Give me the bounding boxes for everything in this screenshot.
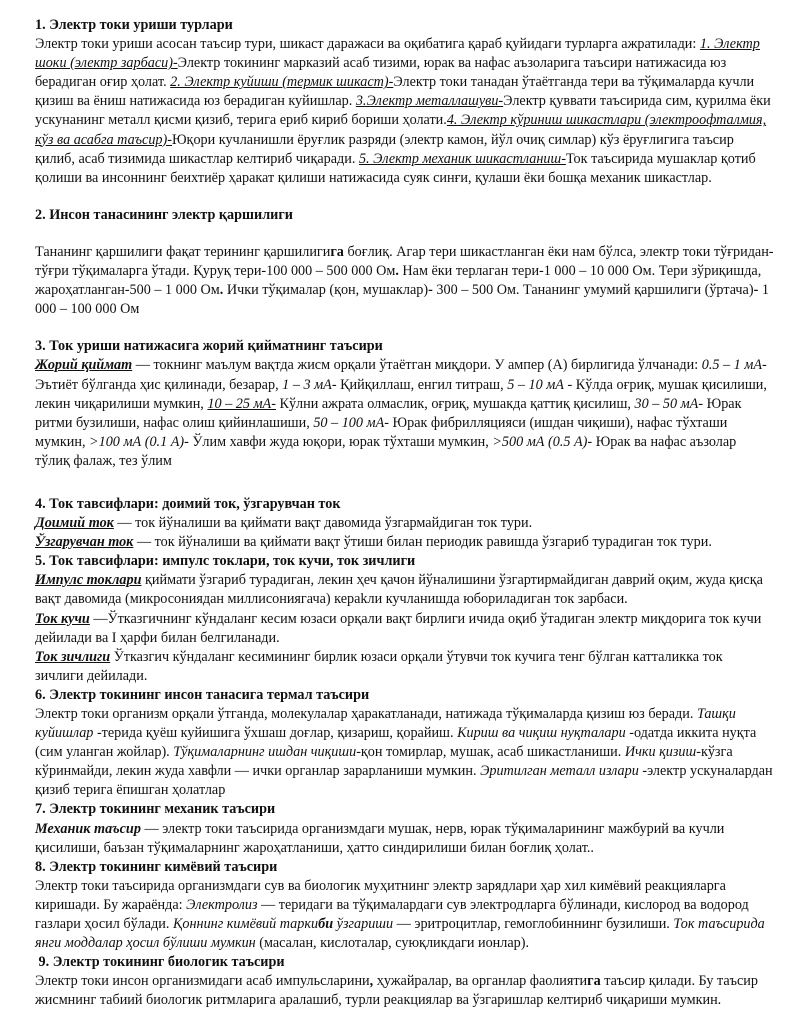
s8-text-1: Электр токи таъсирида организмдаги сув ва биологик муҳитнинг электр зарядлари ҳар хил кимёвий реакцияларга киришади. Бу жараёнда:	[35, 877, 726, 913]
s3-range-5: 30 – 50 мА-	[634, 395, 704, 412]
section-8-body	[35, 877, 774, 953]
section-7-heading: 7. Электр токининг механик таъсири	[35, 801, 276, 818]
s1-text-6: Ток таъсирида мушаклар қотиб қолиши ва инсоннинг беихтиёр ҳаракат қилиши натижасида суяк синғи, қулаши ёки бошқа механик шикастлар.	[35, 150, 756, 186]
s3-text-1: — токнинг маълум вақтда жисм орқали ўтаётган миқдори. У ампер (А) бирлигида ўлчанади:	[132, 357, 702, 374]
s1-text-1: Электр токи уриши асосан таъсир тури, шикаст даражаси ва оқибатига қараб қуйидаги турларга ажратилади:	[35, 36, 700, 53]
s8-text-2: — теридаги ва тўқималардаги сув электродларга бўлинади, кислород ва водород газлари ҳосил бўлади.	[35, 896, 749, 933]
s6-italic-3: Тўқималарнинг ишдан чиқиши	[173, 744, 357, 761]
s5-definition-density	[35, 648, 774, 686]
s5-term-density: Ток зичлиги	[35, 648, 111, 665]
s2-text-2: боғлиқ. Агар тери шикастланган ёки нам бўлса, электр токи тўғридан-тўғри тўқималарга ўтади. Қуруқ тери-100 000 – 500 000 Ом	[35, 243, 774, 280]
s5-def-impulse: қиймати ўзгариб турадиган, лекин ҳеч қачон йўналишини ўзгартирмайдиган даврий оқим, жуда қисқа вақт давомида (микросониядан миллисониягача) кераkли кучланишда юбориладиган ток зарбаси.	[35, 572, 763, 608]
s1-text-5: Юқори кучланишли ёруғлик разряди (электр камон, йўл очиқ симлар) кўз ёруғлигига таъсир қилиб, асаб тизимида шикастлар келтириб чиқаради.	[35, 131, 734, 167]
s2-dot-2: .	[219, 282, 224, 299]
s9-text-3: таъсир қилади. Бу таъсир жисмнинг табиий биологик ритмларига аралашиб, турли реакциялар ва ўзгаришлар келтириб чиқариши мумкин.	[35, 973, 758, 1009]
section-7-body	[35, 820, 774, 858]
section-8-heading: 8. Электр токининг кимёвий таъсири	[35, 858, 278, 875]
s4-def-ac: — ток йўналиши ва қиймати вақт ўтиши билан периодик равишда ўзгариб турадиган ток тури.	[133, 534, 712, 551]
s6-italic-1: Ташқи куйишлар	[35, 706, 736, 742]
s6-text-6: -электр ускуналардан қизиб терига ёпишган ҳолатлар	[35, 763, 773, 799]
s3-range-1: 0.5 – 1 мА-	[701, 357, 767, 374]
s6-text-2: -терида қуёш куйишига ўхшаш доғлар, қизариш, қорайиш.	[93, 725, 458, 742]
s3-range-2: 1 – 3 мА-	[282, 376, 337, 393]
s3-text-9: Юрак ва нафас аъзолар тўлиқ фалаж, тез ўлим	[35, 433, 737, 469]
s3-term-current-value: Жорий қиймат	[35, 357, 133, 374]
s3-text-3: Қийқиллаш, енгил титраш,	[336, 376, 508, 393]
s5-def-density: Ўтказгич кўндаланг кесимининг бирлик юзаси орқали ўтувчи ток кучига тенг бўлган катталикка ток зичлиги дейилади.	[35, 648, 723, 684]
s3-range-6: 50 – 100 мА-	[313, 414, 389, 431]
s4-def-dc: — ток йўналиши ва қиймати вақт давомида ўзгармайдиган ток тури.	[113, 515, 533, 532]
s5-def-current: —Ўтказгичнинг кўндаланг кесим юзаси орқали вақт бирлиги ичида оқиб ўтадиган электр миқдорига ток кучи дейилади ва I ҳарфи билан белгиланади.	[35, 610, 762, 646]
s1-text-2: Электр токининг марказий асаб тизими, юрак ва нафас аъзоларига таъсири натижасида юз берадиган оғир ҳолат.	[35, 55, 727, 91]
s8-text-4: (масалан, кислоталар, суюқликдаги ионлар).	[255, 935, 530, 952]
s9-text-2b: га	[587, 973, 601, 990]
section-3-heading: 3. Ток уриши натижасига жорий қийматнинг таъсири	[35, 338, 383, 355]
s7-term-mechanical: Механик таъсир	[35, 820, 141, 837]
s3-range-8: >500 мА (0.5 А)-	[492, 433, 593, 450]
s1-text-4: Электр қуввати таъсирида сим, қурилма ёки ускунанинг металл қисми қизиб, терига ериб кириб бориши ҳолати.	[35, 93, 771, 129]
s6-text-4: -қон томирлар, мушак, асаб шикастланиши.	[356, 744, 625, 761]
s5-definition-current	[35, 610, 774, 648]
section-2-heading: 2. Инсон танасининг электр қаршилиги	[35, 206, 293, 223]
section-1-body	[35, 35, 774, 188]
s8-italic-2b: би	[318, 916, 334, 933]
s3-text-8: Ўлим хавфи жуда юқори, юрак тўхташи мумкин,	[188, 433, 493, 450]
s8-italic-2c: ўзгариши	[333, 916, 394, 933]
section-5-heading: 5. Ток тавсифлари: импулс токлари, ток кучи, ток зичлиги	[35, 553, 416, 570]
s2-text-1b: га	[330, 243, 344, 260]
s8-italic-2: Қоннинг кимёвий тарки	[172, 916, 319, 933]
s9-text-2: ҳужайралар, ва органлар фаолияти	[373, 973, 588, 990]
section-2-body	[35, 243, 774, 319]
s1-term-metallization: 3.Электр металлашуви-	[355, 93, 504, 110]
s3-range-7: >100 мА (0.1 А)-	[89, 433, 189, 450]
s8-italic-1: Электролиз	[186, 896, 258, 913]
s8-italic-3: Ток таъсирида янги моддалар ҳосил бўлиши мумкин	[35, 916, 765, 952]
section-1-heading: 1. Электр токи уриши турлари	[35, 17, 233, 33]
section-6-body	[35, 705, 774, 800]
s3-range-3: 5 – 10 мА -	[507, 376, 573, 393]
s3-range-4: 10 – 25 мА-	[207, 395, 276, 412]
s3-text-2: Эътиёт бўлганда ҳис қилинади, безарар,	[35, 376, 283, 393]
s6-italic-2: Кириш ва чиқиш нуқталари	[457, 725, 626, 742]
s3-text-5: Кўлни ажрата олмаслик, оғриқ, мушакда қаттиқ қисилиш,	[275, 395, 635, 412]
s3-text-6: Юрак ритми бузилиши, нафас олиш қийинлашиши,	[35, 395, 742, 431]
s3-text-4: Кўлда оғриқ, мушак қисилиши, лекин чиқарилиши мумкин,	[35, 376, 767, 412]
s2-text-4: Ички тўқималар (қон, мушаклар)	[223, 282, 429, 299]
s5-term-impulse: Импулс токлари	[35, 572, 142, 589]
s1-term-visual-injury: 4. Электр кўриниш шикастлари (электроофталмия, кўз ва асабга таъсир)-	[35, 112, 767, 148]
s1-term-mechanical-injury: 5. Электр механик шикастланиш-	[358, 150, 566, 167]
s9-text-1: Электр токи инсон организмидаги асаб импульсларини	[35, 973, 370, 990]
s2-dash-2: -	[753, 282, 759, 299]
s4-term-ac: Ўзгарувчан ток	[35, 534, 134, 551]
s5-term-current: Ток кучи	[35, 610, 90, 627]
s1-term-electric-shock: 1. Электр шоки (электр зарбаси)-	[35, 36, 760, 72]
s2-text-5: 300 – 500 Ом. Тананинг умумий қаршилиги (ўртача)	[432, 282, 754, 299]
s3-text-7: Юрак фибрилляцияси (ишдан чиқиши), нафас тўхташи мумкин,	[35, 414, 728, 450]
s6-text-5: кўзга кўринмайди, лекин жуда хавфли — ички органлар зарарланиши мумкин.	[35, 744, 733, 780]
s6-text-1: Электр токи организм орқали ўтганда, молекулалар ҳаракатланади, натижада тўқималарда қизиш юз беради.	[35, 706, 697, 722]
section-9-heading: 9. Электр токининг биологик таъсири	[35, 954, 285, 971]
s7-def-mechanical: — электр токи таъсирида организмдаги мушак, нерв, юрак тўқималарининг мажбурий ва кучли қисилиши, баъзан тўқималарнинг жароҳатланиши, ҳатто синдирилиши билан боғлиқ ҳолат..	[35, 820, 725, 856]
s6-text-3: -одатда иккита нуқта (сим уланган жойлар).	[35, 725, 757, 761]
section-4-heading: 4. Ток тавсифлари: доимий ток, ўзгарувчан ток	[35, 495, 341, 512]
s2-text-1: Тананинг қаршилиги фақат терининг қаршилиги	[35, 243, 331, 260]
s1-text-3: Электр токи танадан ўтаётганда тери ва тўқималарда кучли қизиш ва ёниш натижасида юз берадиган куйишлар.	[35, 74, 755, 110]
s2-text-3: Нам ёки терлаган тери-1 000 – 10 000 Ом. Тери зўриқишда, жароҳатланган-500 – 1 000 Ом	[35, 263, 762, 299]
s5-definition-impulse	[35, 571, 774, 609]
s2-dash-1: -	[428, 282, 433, 299]
s6-italic-5: Эритилган металл излари	[480, 763, 639, 780]
section-6-heading: 6. Электр токининг инсон танасига термал таъсири	[35, 686, 370, 703]
s1-term-electric-burn: 2. Электр куйиши (термик шикаст)-	[170, 74, 394, 91]
s4-definition-dc	[35, 514, 774, 533]
section-9-body	[35, 972, 774, 1010]
s2-dot-1: .	[395, 263, 399, 280]
s8-text-3: — эритроцитлар, гемоглобиннинг бузилиши.	[393, 916, 674, 933]
s2-text-6: 1 000 – 100 000 Ом	[35, 282, 769, 318]
s9-comma: ,	[369, 973, 374, 990]
s4-term-dc: Доимий ток	[35, 515, 114, 532]
section-3-body	[35, 356, 774, 471]
s6-italic-4: Ички қизиш-	[624, 744, 701, 761]
s4-definition-ac	[35, 533, 774, 552]
